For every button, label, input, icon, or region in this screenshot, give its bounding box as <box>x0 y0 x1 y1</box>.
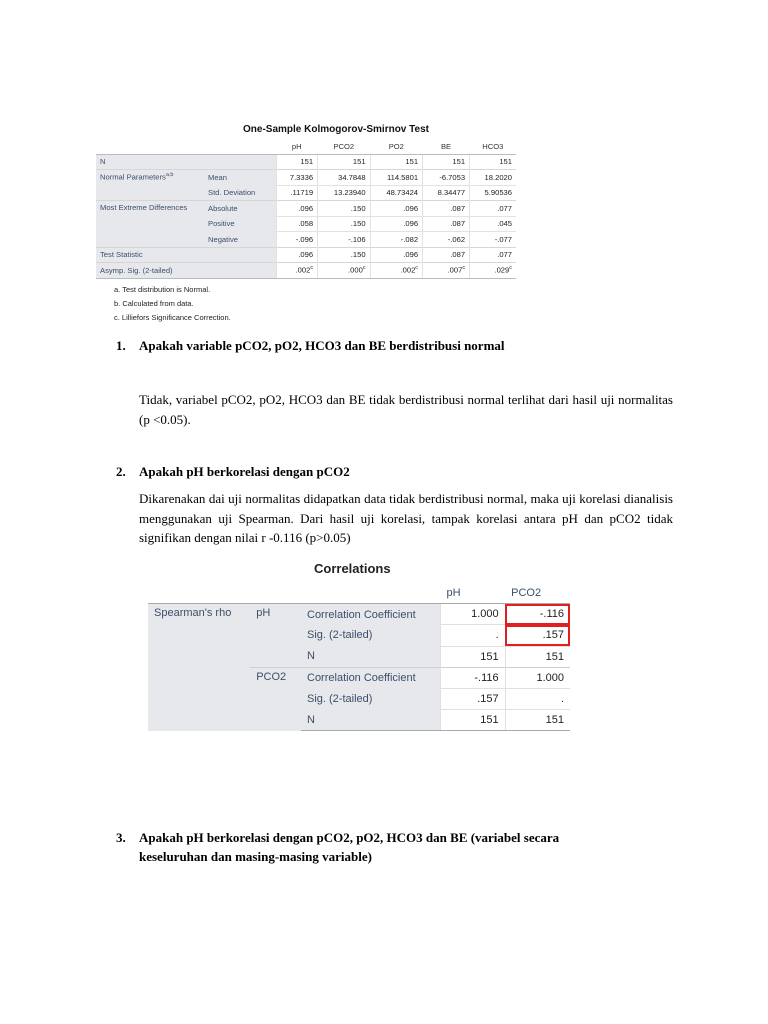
ks-col-ph: pH <box>276 139 318 154</box>
ks-test-block <box>96 124 516 325</box>
row-label: Asymp. Sig. (2-tailed) <box>96 263 276 279</box>
ks-col-pco2: PCO2 <box>318 139 370 154</box>
highlighted-cell: -.116 <box>505 604 570 625</box>
cell-sup: c <box>415 265 419 272</box>
cell: .087 <box>423 201 470 217</box>
cell: .077 <box>470 247 516 263</box>
cell <box>470 263 516 279</box>
cell: 5.90536 <box>470 185 516 201</box>
footnote: a. Test distribution is Normal. <box>114 284 211 294</box>
ks-test-table <box>96 139 516 279</box>
cell: -.077 <box>470 232 516 248</box>
cell: -.116 <box>440 667 505 688</box>
cell: .157 <box>440 688 505 709</box>
cell: 1.000 <box>505 667 570 688</box>
question-number: 1. <box>116 338 126 353</box>
corr-header-row <box>148 583 570 604</box>
question-text: Apakah pH berkorelasi dengan pCO2, pO2, HCO3 dan BE (variabel secara keseluruhan dan masing-masing variable) <box>139 830 560 864</box>
correlations-table <box>148 583 570 731</box>
row-sublabel: Negative <box>204 232 276 248</box>
cell: -.096 <box>276 232 318 248</box>
cell: .096 <box>370 247 422 263</box>
row-sublabel: Absolute <box>204 201 276 217</box>
ks-col-hco3: HCO3 <box>470 139 516 154</box>
cell: -.106 <box>318 232 370 248</box>
cell: 151 <box>423 154 470 170</box>
highlighted-cell: .157 <box>505 625 570 646</box>
cell: 151 <box>440 710 505 731</box>
row-label: N <box>96 154 276 170</box>
cell-value: .002 <box>295 266 311 276</box>
cell: 13.23940 <box>318 185 370 201</box>
cell: 151 <box>505 710 570 731</box>
cell: 1.000 <box>440 604 505 625</box>
stat-label: N <box>301 646 440 667</box>
cell: 34.7848 <box>318 170 370 186</box>
row-label: Test Statistic <box>96 247 276 263</box>
row-sublabel: Std. Deviation <box>204 185 276 201</box>
table-row <box>96 263 516 279</box>
cell: .058 <box>276 216 318 232</box>
row-sublabel: Positive <box>204 216 276 232</box>
question-3 <box>116 828 676 866</box>
question-number: 2. <box>116 464 126 479</box>
cell: 8.34477 <box>423 185 470 201</box>
cell <box>423 263 470 279</box>
stat-label: Correlation Coefficient <box>301 604 440 625</box>
answer-2: Dikarenakan dai uji normalitas didapatkan data tidak berdistribusi normal, maka uji korelasi dianalisis menggunakan uji Spearman. Dari hasil uji korelasi, tampak korelasi antara pH dan pCO2 tidak signifikan dengan nilai r -0.116 (p>0.05) <box>139 491 673 545</box>
cell: -.062 <box>423 232 470 248</box>
cell: -.082 <box>370 232 422 248</box>
cell: .077 <box>470 201 516 217</box>
cell-value: .000 <box>348 266 363 276</box>
stat-label: Correlation Coefficient <box>301 667 440 688</box>
cell: .096 <box>276 201 318 217</box>
var-label: PCO2 <box>250 667 301 731</box>
stat-label: Sig. (2-tailed) <box>301 625 440 646</box>
cell-sup: c <box>462 265 466 272</box>
cell: 151 <box>440 646 505 667</box>
cell: . <box>505 688 570 709</box>
cell: 151 <box>470 154 516 170</box>
cell: 151 <box>318 154 370 170</box>
question-text: Apakah variable pCO2, pO2, HCO3 dan BE berdistribusi normal <box>139 338 505 353</box>
cell: 151 <box>276 154 318 170</box>
cell: .11719 <box>276 185 318 201</box>
footnote: b. Calculated from data. <box>114 298 194 308</box>
cell: 151 <box>370 154 422 170</box>
cell: .087 <box>423 216 470 232</box>
correlations-title: Correlations <box>314 561 391 576</box>
row-label: Most Extreme Differences <box>96 201 204 248</box>
ks-header-row <box>96 139 516 154</box>
ks-footnotes <box>114 283 516 325</box>
cell-sup: c <box>362 265 366 272</box>
row-label-sup: a,b <box>165 172 174 178</box>
cell: .087 <box>423 247 470 263</box>
table-row <box>96 201 516 217</box>
cell: 48.73424 <box>370 185 422 201</box>
table-row <box>96 170 516 186</box>
corr-col-ph: pH <box>440 583 505 604</box>
ks-test-title: One-Sample Kolmogorov-Smirnov Test <box>243 124 429 135</box>
cell: .045 <box>470 216 516 232</box>
corr-col-pco2: PCO2 <box>505 583 570 604</box>
table-row <box>96 154 516 170</box>
cell-value: .002 <box>400 266 416 276</box>
cell: .096 <box>370 216 422 232</box>
cell-sup: c <box>509 265 512 272</box>
cell-sup: c <box>310 265 314 272</box>
row-label-text: Normal Parameters <box>100 172 166 182</box>
cell-value: .007 <box>447 266 463 276</box>
cell: 114.5801 <box>370 170 422 186</box>
cell: .150 <box>318 247 370 263</box>
method-label: Spearman's rho <box>148 604 250 731</box>
row-sublabel: Mean <box>204 170 276 186</box>
question-text: Apakah pH berkorelasi dengan pCO2 <box>139 464 350 479</box>
cell-value: .029 <box>494 266 510 276</box>
cell: 18.2020 <box>470 170 516 186</box>
var-label: pH <box>250 604 301 668</box>
stat-label: N <box>301 710 440 731</box>
cell: . <box>440 625 505 646</box>
answer-1: Tidak, variabel pCO2, pO2, HCO3 dan BE tidak berdistribusi normal terlihat dari hasil uji normalitas (p <0.05). <box>139 392 673 427</box>
table-row <box>96 247 516 263</box>
row-label <box>96 170 204 201</box>
cell <box>318 263 370 279</box>
table-row <box>148 604 570 625</box>
ks-col-be: BE <box>423 139 470 154</box>
cell: 151 <box>505 646 570 667</box>
cell <box>276 263 318 279</box>
cell: -6.7053 <box>423 170 470 186</box>
cell: .096 <box>276 247 318 263</box>
cell: 7.3336 <box>276 170 318 186</box>
footnote: c. Lilliefors Significance Correction. <box>114 312 231 322</box>
cell <box>370 263 422 279</box>
cell: .150 <box>318 216 370 232</box>
question-2 <box>116 462 676 481</box>
stat-label: Sig. (2-tailed) <box>301 688 440 709</box>
cell: .150 <box>318 201 370 217</box>
question-1 <box>116 336 676 355</box>
question-number: 3. <box>116 830 126 845</box>
ks-col-po2: PO2 <box>370 139 422 154</box>
cell: .096 <box>370 201 422 217</box>
